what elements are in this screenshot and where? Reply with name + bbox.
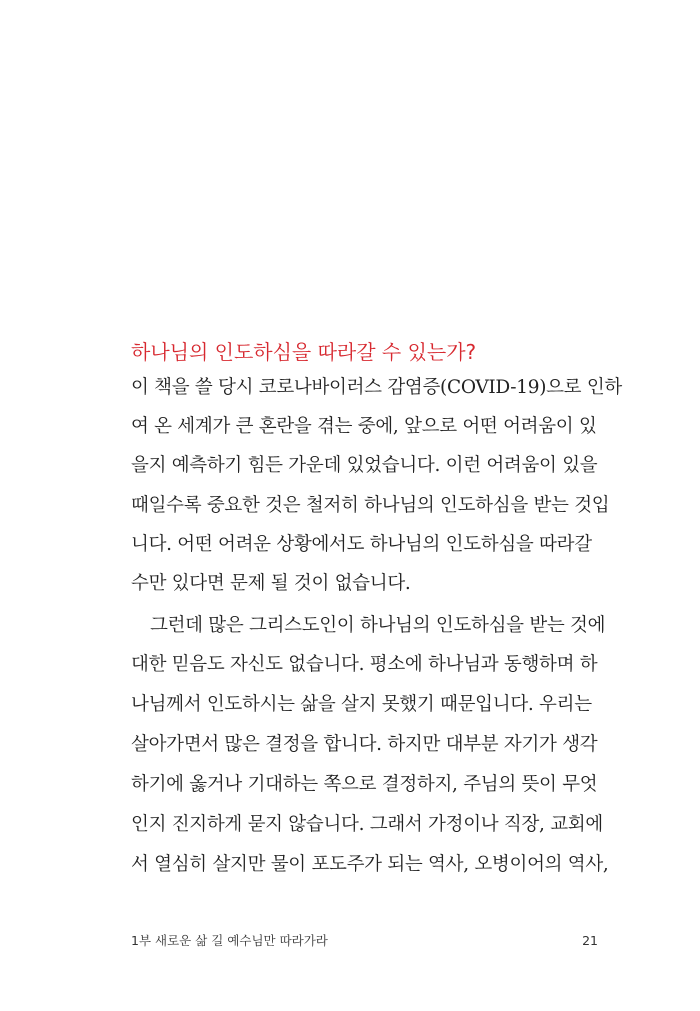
text-line: 그런데 많은 그리스도인이 하나님의 인도하심을 받는 것에: [150, 615, 606, 636]
text-line: 을지 예측하기 힘든 가운데 있었습니다. 이런 어려움이 있을: [131, 455, 598, 476]
text-line: 니다. 어떤 어려운 상황에서도 하나님의 인도하심을 따라갈: [131, 534, 592, 555]
text-line: 이 책을 쓸 당시 코로나바이러스 감염증(COVID-19)으로 인하: [131, 377, 622, 398]
section-heading: 하나님의 인도하심을 따라갈 수 있는가?: [131, 340, 477, 364]
page-number: 21: [582, 933, 598, 948]
text-line: 대한 믿음도 자신도 없습니다. 평소에 하나님과 동행하며 하: [131, 654, 598, 675]
text-line: 수만 있다면 문제 될 것이 없습니다.: [131, 573, 411, 594]
running-title: 1부 새로운 삶 길 예수님만 따라가라: [131, 933, 328, 948]
text-line: 여 온 세계가 큰 혼란을 겪는 중에, 앞으로 어떤 어려움이 있: [131, 416, 597, 437]
text-line: 서 열심히 살지만 물이 포도주가 되는 역사, 오병이어의 역사,: [131, 854, 609, 875]
text-line: 때일수록 중요한 것은 철저히 하나님의 인도하심을 받는 것입: [131, 495, 610, 516]
text-line: 나님께서 인도하시는 삶을 살지 못했기 때문입니다. 우리는: [131, 694, 592, 715]
text-line: 하기에 옳거나 기대하는 쪽으로 결정하지, 주님의 뜻이 무엇: [131, 774, 598, 795]
text-line: 살아가면서 많은 결정을 합니다. 하지만 대부분 자기가 생각: [131, 734, 598, 755]
text-line: 인지 진지하게 묻지 않습니다. 그래서 가정이나 직장, 교회에: [131, 814, 603, 835]
